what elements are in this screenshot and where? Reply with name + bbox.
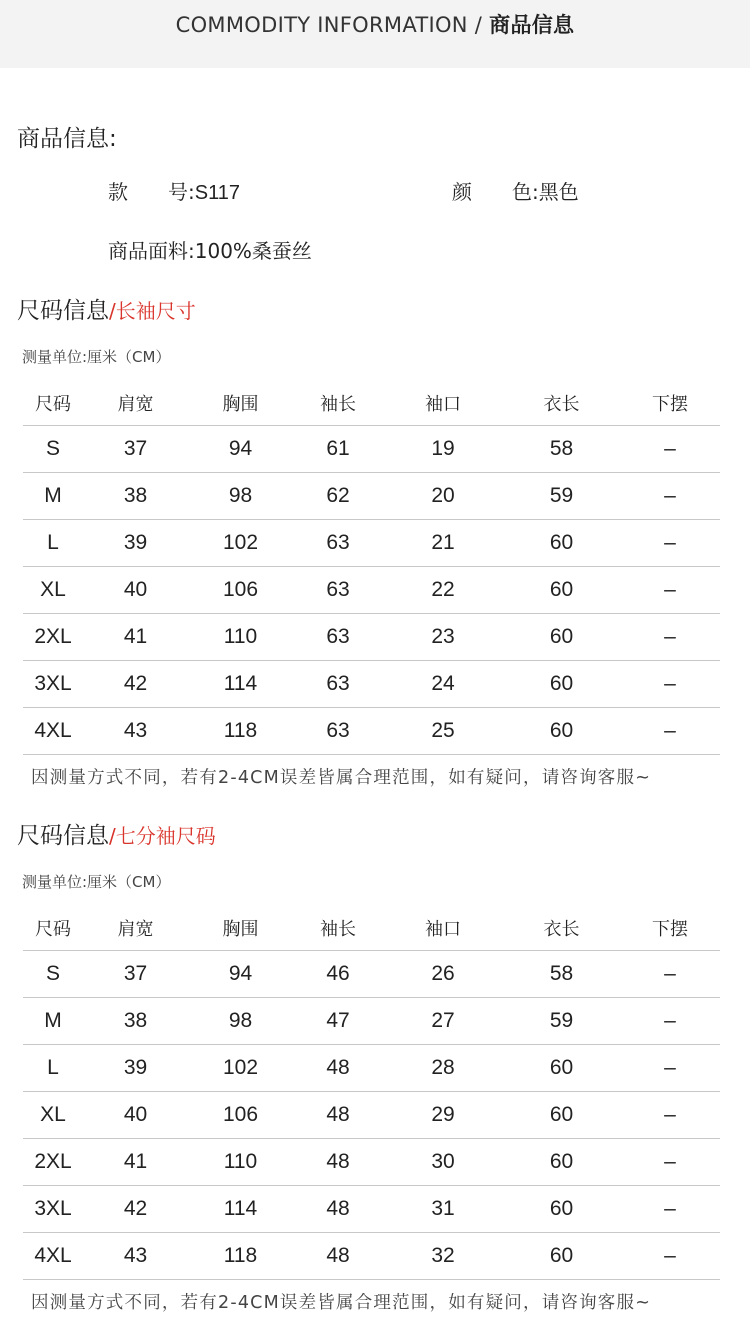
three-quarter-unit: 测量单位:厘米（CM） — [22, 873, 171, 891]
table-cell: – — [620, 614, 720, 661]
page-header — [0, 0, 750, 68]
table-cell: 98 — [188, 998, 293, 1045]
table-cell: 48 — [293, 1092, 383, 1139]
table-cell: – — [620, 661, 720, 708]
table-cell: 60 — [503, 520, 620, 567]
table-cell: 48 — [293, 1186, 383, 1233]
column-header: 尺码 — [35, 919, 71, 940]
table-cell: 114 — [188, 661, 293, 708]
table-row — [23, 567, 720, 614]
table-cell: 47 — [293, 998, 383, 1045]
table-cell: 4XL — [23, 1233, 83, 1280]
table-cell: 46 — [293, 951, 383, 998]
table-cell: 39 — [83, 520, 188, 567]
color-value: 黑色 — [538, 180, 579, 204]
table-row — [23, 1186, 720, 1233]
fabric-value: 100%桑蚕丝 — [194, 239, 312, 263]
style-number-row — [108, 176, 240, 205]
table-row — [23, 473, 720, 520]
table-cell: 21 — [383, 520, 503, 567]
table-cell: 41 — [83, 1139, 188, 1186]
three-quarter-heading-accent: /七分袖尺码 — [109, 824, 216, 848]
table-cell: 61 — [293, 426, 383, 473]
three-quarter-size-table — [23, 906, 720, 1280]
column-header: 胸围 — [222, 919, 259, 940]
table-cell: 63 — [293, 520, 383, 567]
long-sleeve-heading-accent: /长袖尺寸 — [109, 299, 196, 323]
table-cell: 37 — [83, 951, 188, 998]
column-header: 袖长 — [320, 394, 356, 415]
table-cell: 48 — [293, 1233, 383, 1280]
table-cell: XL — [23, 1092, 83, 1139]
table-row — [23, 998, 720, 1045]
table-cell: 60 — [503, 1045, 620, 1092]
table-cell: 60 — [503, 1092, 620, 1139]
table-cell: 63 — [293, 567, 383, 614]
table-row — [23, 661, 720, 708]
column-header: 尺码 — [35, 394, 71, 415]
table-row — [23, 520, 720, 567]
table-cell: 63 — [293, 708, 383, 755]
color-row — [452, 176, 579, 205]
table-cell: 106 — [188, 1092, 293, 1139]
table-cell: 3XL — [23, 1186, 83, 1233]
table-row — [23, 951, 720, 998]
table-row — [23, 1045, 720, 1092]
table-cell: 28 — [383, 1045, 503, 1092]
table-cell: 42 — [83, 1186, 188, 1233]
three-quarter-note: 因测量方式不同，若有2-4CM误差皆属合理范围，如有疑问，请咨询客服~ — [31, 1293, 652, 1313]
table-cell: – — [620, 426, 720, 473]
column-header: 衣长 — [543, 394, 580, 415]
table-cell: 102 — [188, 1045, 293, 1092]
table-cell: 39 — [83, 1045, 188, 1092]
color-label: 颜 色: — [452, 180, 539, 204]
table-cell: 110 — [188, 614, 293, 661]
table-cell: 58 — [503, 951, 620, 998]
table-cell: 23 — [383, 614, 503, 661]
table-cell: 94 — [188, 426, 293, 473]
table-cell: – — [620, 520, 720, 567]
table-cell: 43 — [83, 708, 188, 755]
table-cell: 22 — [383, 567, 503, 614]
table-cell: – — [620, 567, 720, 614]
table-cell: 60 — [503, 567, 620, 614]
table-cell: 60 — [503, 1186, 620, 1233]
table-cell: 58 — [503, 426, 620, 473]
column-header: 下摆 — [652, 394, 688, 415]
table-cell: 48 — [293, 1139, 383, 1186]
fabric-label: 商品面料: — [108, 239, 195, 263]
table-cell: – — [620, 951, 720, 998]
table-cell: 19 — [383, 426, 503, 473]
three-quarter-heading-text: 尺码信息 — [17, 823, 109, 849]
table-cell: 38 — [83, 473, 188, 520]
long-sleeve-size-table — [23, 381, 720, 755]
table-header-row — [23, 906, 720, 951]
table-cell: 106 — [188, 567, 293, 614]
table-cell: 2XL — [23, 614, 83, 661]
table-cell: 94 — [188, 951, 293, 998]
table-header-row — [23, 381, 720, 426]
table-cell: 24 — [383, 661, 503, 708]
table-cell: – — [620, 1186, 720, 1233]
table-cell: 60 — [503, 708, 620, 755]
table-cell: 60 — [503, 1233, 620, 1280]
table-cell: 118 — [188, 708, 293, 755]
table-cell: 2XL — [23, 1139, 83, 1186]
table-cell: 102 — [188, 520, 293, 567]
column-header: 胸围 — [222, 394, 259, 415]
table-cell: 30 — [383, 1139, 503, 1186]
table-cell: 48 — [293, 1045, 383, 1092]
table-cell: M — [23, 473, 83, 520]
table-row — [23, 426, 720, 473]
long-sleeve-heading — [17, 292, 196, 325]
table-row — [23, 1233, 720, 1280]
table-cell: 59 — [503, 998, 620, 1045]
column-header: 肩宽 — [117, 394, 154, 415]
table-cell: S — [23, 951, 83, 998]
table-cell: 4XL — [23, 708, 83, 755]
table-cell: S — [23, 426, 83, 473]
long-sleeve-note: 因测量方式不同，若有2-4CM误差皆属合理范围，如有疑问，请咨询客服~ — [31, 768, 652, 788]
table-cell: 37 — [83, 426, 188, 473]
table-cell: 25 — [383, 708, 503, 755]
table-cell: L — [23, 1045, 83, 1092]
table-cell: 59 — [503, 473, 620, 520]
long-sleeve-heading-text: 尺码信息 — [17, 298, 109, 324]
table-cell: 20 — [383, 473, 503, 520]
table-row — [23, 1092, 720, 1139]
table-cell: 114 — [188, 1186, 293, 1233]
table-row — [23, 1139, 720, 1186]
table-cell: – — [620, 708, 720, 755]
table-cell: – — [620, 1045, 720, 1092]
table-cell: 63 — [293, 614, 383, 661]
table-cell: – — [620, 473, 720, 520]
style-number-value: S117 — [194, 182, 240, 204]
table-cell: 42 — [83, 661, 188, 708]
header-title-en: COMMODITY INFORMATION / — [175, 13, 490, 37]
table-cell: XL — [23, 567, 83, 614]
table-cell: 29 — [383, 1092, 503, 1139]
long-sleeve-unit: 测量单位:厘米（CM） — [22, 348, 171, 366]
table-row — [23, 708, 720, 755]
fabric-row — [108, 235, 312, 264]
table-row — [23, 614, 720, 661]
table-cell: – — [620, 1139, 720, 1186]
column-header: 衣长 — [543, 919, 580, 940]
table-cell: 32 — [383, 1233, 503, 1280]
table-cell: 110 — [188, 1139, 293, 1186]
column-header: 袖口 — [425, 394, 461, 415]
table-cell: 62 — [293, 473, 383, 520]
table-cell: 3XL — [23, 661, 83, 708]
column-header: 袖长 — [320, 919, 356, 940]
column-header: 袖口 — [425, 919, 461, 940]
header-title-cn: 商品信息 — [489, 13, 575, 37]
style-number-label: 款 号: — [108, 180, 195, 204]
table-cell: 60 — [503, 661, 620, 708]
table-cell: 38 — [83, 998, 188, 1045]
table-cell: L — [23, 520, 83, 567]
table-cell: M — [23, 998, 83, 1045]
table-cell: 63 — [293, 661, 383, 708]
header-title — [176, 9, 575, 39]
table-cell: – — [620, 1092, 720, 1139]
table-cell: 118 — [188, 1233, 293, 1280]
table-cell: 41 — [83, 614, 188, 661]
product-info-heading: 商品信息: — [17, 126, 117, 152]
table-cell: 98 — [188, 473, 293, 520]
table-cell: 60 — [503, 614, 620, 661]
table-cell: 40 — [83, 1092, 188, 1139]
table-cell: 31 — [383, 1186, 503, 1233]
table-cell: 43 — [83, 1233, 188, 1280]
table-cell: – — [620, 998, 720, 1045]
three-quarter-heading — [17, 817, 216, 850]
table-cell: 27 — [383, 998, 503, 1045]
table-cell: 40 — [83, 567, 188, 614]
table-cell: 26 — [383, 951, 503, 998]
table-cell: – — [620, 1233, 720, 1280]
column-header: 肩宽 — [117, 919, 154, 940]
column-header: 下摆 — [652, 919, 688, 940]
table-cell: 60 — [503, 1139, 620, 1186]
